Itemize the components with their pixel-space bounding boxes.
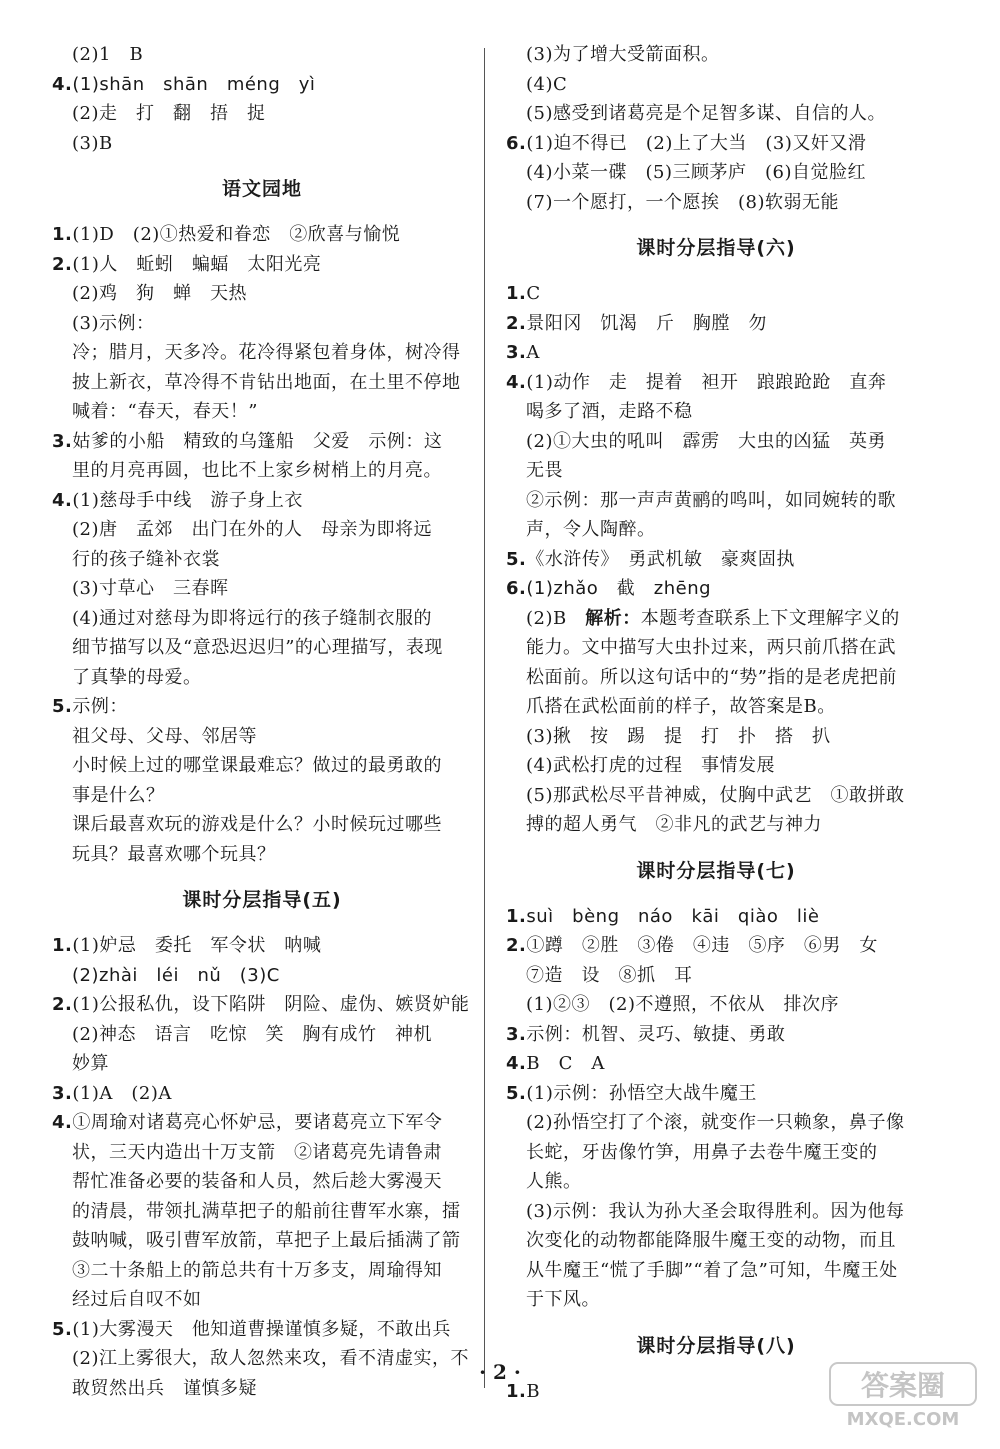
answer-line: 2.(1)人 蚯蚓 蝙蝠 太阳光亮 (52, 253, 322, 275)
answer-line: 小时候上过的哪堂课最难忘？做过的最勇敢的 (72, 755, 442, 776)
answer-line: 搏的超人勇气 ②非凡的武艺与神力 (526, 814, 822, 835)
answer-line: (4)通过对慈母为即将远行的孩子缝制衣服的 (72, 607, 432, 629)
answer-line: 松面前。所以这句话中的“势”指的是老虎把前 (526, 666, 897, 688)
answer-line: ③二十条船上的箭总共有十万多支，周瑜得知 (72, 1259, 442, 1281)
answer-line: 2.①蹲 ②胜 ③倦 ④违 ⑤序 ⑥男 女 (506, 935, 878, 956)
answer-line: (3)揪 按 踢 提 打 扑 搭 扒 (526, 725, 831, 747)
answer-line: (3)寸草心 三春晖 (72, 578, 229, 599)
section-heading: 课时分层指导(五) (182, 889, 342, 911)
answer-line: 1.(1)妒忌 委托 军令状 呐喊 (52, 935, 322, 956)
answer-line: 状，三天内造出十万支箭 ②诸葛亮先请鲁肃 (72, 1141, 442, 1163)
answer-line: 帮忙准备必要的装备和人员，然后趁大雾漫天 (72, 1171, 442, 1192)
answer-line: 1.suì bèng náo kāi qiào liè (506, 905, 820, 927)
answer-line: (1)②③ (2)不遵照，不依从 排次序 (526, 994, 839, 1015)
answer-line: 行的孩子缝补衣裳 (72, 548, 220, 570)
answer-line: 1.C (506, 283, 541, 304)
answer-line: 鼓呐喊，吸引曹军放箭，草把子上最后插满了箭 (72, 1230, 461, 1251)
answer-line: 3.(1)A (2)A (52, 1082, 172, 1104)
answer-line: 了真挚的母爱。 (72, 666, 202, 688)
answer-line: (2)1 B (72, 44, 144, 65)
watermark-bottom-text: MXQE.COM (846, 1409, 960, 1430)
answer-line: 5.(1)示例：孙悟空大战牛魔王 (506, 1082, 757, 1104)
answer-line: 1.(1)D (2)①热爱和眷恋 ②欣喜与愉悦 (52, 224, 401, 245)
answer-line: (3)示例： (72, 312, 155, 334)
answer-line: (3)示例：我认为孙大圣会取得胜利。因为他每 (526, 1200, 905, 1222)
answer-line: 5.示例： (52, 696, 128, 717)
answer-line: 5.《水浒传》 勇武机敏 豪爽固执 (506, 548, 795, 570)
section-heading: 语文园地 (221, 178, 302, 200)
answer-line: 2.景阳冈 饥渴 斤 胸膛 勿 (506, 312, 767, 334)
answer-line: (4)武松打虎的过程 事情发展 (526, 755, 775, 776)
section-heading: 课时分层指导(六) (636, 237, 796, 259)
answer-line: (4)C (526, 73, 568, 95)
answer-line: (2)B 解析：本题考查联系上下文理解字义的 (526, 607, 900, 629)
answer-line: 披上新衣，草冷得不肯钻出地面，在土里不停地 (72, 371, 461, 393)
answer-line: 课后最喜欢玩的游戏是什么？小时候玩过哪些 (72, 814, 442, 835)
answer-line: ⑦造 设 ⑧抓 耳 (526, 964, 693, 986)
answer-line: 4.(1)动作 走 提着 袒开 踉踉跄跄 直奔 (506, 371, 887, 393)
answer-line: 4.(1)慈母手中线 游子身上衣 (52, 489, 303, 511)
left-column (52, 40, 472, 1403)
answer-line: 4.①周瑜对诸葛亮心怀妒忌，要诸葛亮立下军令 (52, 1112, 443, 1133)
watermark-logo-icon (828, 1361, 978, 1431)
answer-line: (2)zhài léi nǔ (3)C (72, 964, 280, 986)
answer-line: 能力。文中描写大虫扑过来，两只前爪搭在武 (526, 637, 896, 658)
answer-line: 事是什么？ (72, 784, 165, 806)
answer-line: (2)①大虫的吼叫 霹雳 大虫的凶猛 英勇 (526, 430, 886, 452)
answer-line: (2)江上雾很大，敌人忽然来攻，看不清虚实，不 (72, 1348, 469, 1369)
answer-line: (2)唐 孟郊 出门在外的人 母亲为即将远 (72, 519, 432, 540)
answer-line: 无畏 (526, 460, 563, 481)
answer-line: (3)B (72, 132, 113, 154)
answer-line: (7)一个愿打，一个愿挨 (8)软弱无能 (526, 191, 839, 213)
answer-line: 人熊。 (526, 1171, 582, 1192)
answer-line: (4)小菜一碟 (5)三顾茅庐 (6)自觉脸红 (526, 162, 866, 183)
answer-line: 长蛇，牙齿像竹笋，用鼻子去卷牛魔王变的 (526, 1141, 878, 1163)
answer-line: 6.(1)zhǎo 截 zhēng (506, 578, 712, 599)
watermark-top-text: 答案圈 (860, 1369, 946, 1402)
answer-line: 经过后自叹不如 (72, 1289, 202, 1310)
answer-line: (3)为了增大受箭面积。 (526, 44, 720, 65)
answer-line: 于下风。 (526, 1289, 600, 1310)
answer-line: 6.(1)迫不得已 (2)上了大当 (3)又奸又滑 (506, 132, 867, 154)
answer-line: (2)神态 语言 吃惊 笑 胸有成竹 神机 (72, 1023, 432, 1045)
answer-line: 3.示例：机智、灵巧、敏捷、勇敢 (506, 1023, 786, 1045)
answer-line: 3.A (506, 342, 540, 363)
answer-line: 5.(1)大雾漫天 他知道曹操谨慎多疑，不敢出兵 (52, 1318, 451, 1340)
answer-line: 从牛魔王“慌了手脚”“着了急”可知，牛魔王处 (526, 1259, 898, 1281)
analysis-label: 解析： (585, 607, 641, 629)
answer-line: (5)那武松尽平昔神威，仗胸中武艺 ①敢拼敢 (526, 784, 905, 806)
answer-line: 喊着：“春天，春天！” (72, 401, 258, 422)
section-heading: 课时分层指导(八) (636, 1334, 796, 1357)
answer-line: 玩具？最喜欢哪个玩具？ (72, 843, 276, 865)
answer-line: 妙算 (72, 1053, 109, 1074)
section-heading: 课时分层指导(七) (636, 859, 796, 882)
answer-line: 1.B (506, 1380, 541, 1402)
right-column (506, 40, 926, 1406)
column-divider (484, 48, 485, 1388)
answer-line: 冷；腊月，天多冷。花冷得紧包着身体，树冷得 (72, 342, 461, 363)
page-number: · 2 · (479, 1360, 521, 1384)
answer-line: 的清晨，带领扎满草把子的船前往曹军水寨，擂 (72, 1200, 461, 1222)
answer-line: 喝多了酒，走路不稳 (526, 401, 693, 422)
answer-line: 里的月亮再圆，也比不上家乡树梢上的月亮。 (72, 460, 442, 481)
answer-line: 爪搭在武松面前的样子，故答案是B。 (526, 696, 836, 717)
answer-line: ②示例：那一声声黄鹂的鸣叫，如同婉转的歌 (526, 489, 896, 511)
answer-line: (2)孙悟空打了个滚，就变作一只赖象，鼻子像 (526, 1112, 905, 1133)
answer-line: 祖父母、父母、邻居等 (72, 725, 257, 747)
answer-line: 敢贸然出兵 谨慎多疑 (72, 1377, 257, 1399)
answer-line: 4.B C A (506, 1053, 605, 1074)
answer-line: 2.(1)公报私仇，设下陷阱 阴险、虚伪、嫉贤妒能 (52, 994, 470, 1015)
answer-line: 声，令人陶醉。 (526, 519, 656, 540)
answer-line: 次变化的动物都能降服牛魔王变的动物，而且 (526, 1230, 896, 1251)
answer-line: 3.姑爹的小船 精致的乌篷船 父爱 示例：这 (52, 430, 443, 452)
answer-line: (5)感受到诸葛亮是个足智多谋、自信的人。 (526, 103, 886, 124)
answer-line: 4.(1)shān shān méng yì (52, 73, 316, 95)
answer-line: (2)鸡 狗 蝉 天热 (72, 283, 247, 304)
answer-line: 细节描写以及“意恐迟迟归”的心理描写，表现 (72, 637, 443, 658)
answer-line: (2)走 打 翻 捂 捉 (72, 103, 266, 124)
